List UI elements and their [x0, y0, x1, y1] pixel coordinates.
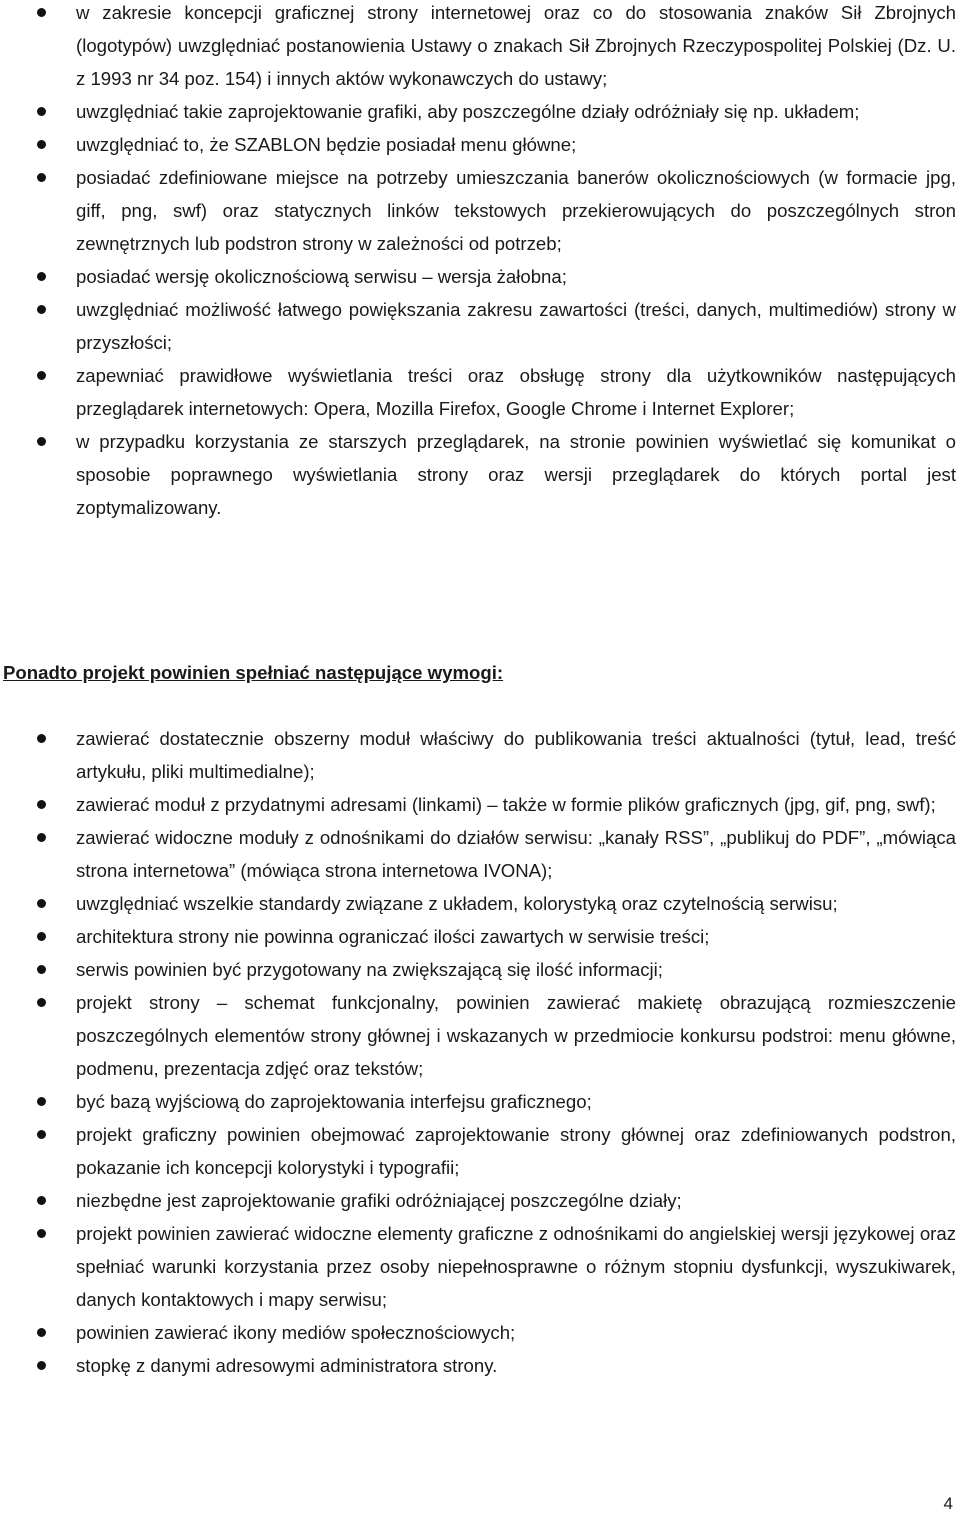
list-item: uwzględniać wszelkie standardy związane z układem, kolorystyką oraz czytelnością serwisu; — [0, 887, 960, 920]
list-item: architektura strony nie powinna ograniczać ilości zawartych w serwisie treści; — [0, 920, 960, 953]
list-item: uwzględniać możliwość łatwego powiększania zakresu zawartości (treści, danych, multimediów) strony w przyszłości; — [0, 293, 960, 359]
list-item: posiadać zdefiniowane miejsce na potrzeby umieszczania banerów okolicznościowych (w formacie jpg, giff, png, swf) oraz statycznych linków tekstowych przekierowujących do poszczególnych stron zewnętrznych lub podstron strony w zależności od potrzeb; — [0, 161, 960, 260]
list-item: uwzględniać to, że SZABLON będzie posiadał menu główne; — [0, 128, 960, 161]
requirements-list-2 — [0, 722, 960, 1382]
list-item: zapewniać prawidłowe wyświetlania treści oraz obsługę strony dla użytkowników następujących przeglądarek internetowych: Opera, Mozilla Firefox, Google Chrome i Internet Explorer; — [0, 359, 960, 425]
list-item: uwzględniać takie zaprojektowanie grafiki, aby poszczególne działy odróżniały się np. układem; — [0, 95, 960, 128]
requirements-list-1 — [0, 0, 960, 524]
list-item: niezbędne jest zaprojektowanie grafiki odróżniającej poszczególne działy; — [0, 1184, 960, 1217]
list-item: projekt powinien zawierać widoczne elementy graficzne z odnośnikami do angielskiej wersji językowej oraz spełniać warunki korzystania przez osoby niepełnosprawne o różnym stopniu dysfunkcji, wyszukiwarek, danych kontaktowych i mapy serwisu; — [0, 1217, 960, 1316]
section-heading: Ponadto projekt powinien spełniać następujące wymogi: — [3, 662, 504, 683]
list-item: posiadać wersję okolicznościową serwisu – wersja żałobna; — [0, 260, 960, 293]
list-item: projekt strony – schemat funkcjonalny, powinien zawierać makietę obrazującą rozmieszczenie poszczególnych elementów strony głównej i wskazanych w przedmiocie konkursu podstroi: menu główne, podmenu, prezentacja zdjęć oraz tekstów; — [0, 986, 960, 1085]
page-number: 4 — [943, 1494, 953, 1513]
list-item: powinien zawierać ikony mediów społecznościowych; — [0, 1316, 960, 1349]
list-item: stopkę z danymi adresowymi administratora strony. — [0, 1349, 960, 1382]
list-item: w przypadku korzystania ze starszych przeglądarek, na stronie powinien wyświetlać się komunikat o sposobie poprawnego wyświetlania strony oraz wersji przeglądarek do których portal jest zoptymalizowany. — [0, 425, 960, 524]
list-item: być bazą wyjściową do zaprojektowania interfejsu graficznego; — [0, 1085, 960, 1118]
list-item: zawierać dostatecznie obszerny moduł właściwy do publikowania treści aktualności (tytuł, lead, treść artykułu, pliki multimedialne); — [0, 722, 960, 788]
list-item: serwis powinien być przygotowany na zwiększającą się ilość informacji; — [0, 953, 960, 986]
list-item: zawierać widoczne moduły z odnośnikami do działów serwisu: „kanały RSS”, „publikuj do PDF”, „mówiąca strona internetowa” (mówiąca strona internetowa IVONA); — [0, 821, 960, 887]
list-item: projekt graficzny powinien obejmować zaprojektowanie strony głównej oraz zdefiniowanych podstron, pokazanie ich koncepcji kolorystyki i typografii; — [0, 1118, 960, 1184]
list-item: zawierać moduł z przydatnymi adresami (linkami) – także w formie plików graficznych (jpg, gif, png, swf); — [0, 788, 960, 821]
list-item: w zakresie koncepcji graficznej strony internetowej oraz co do stosowania znaków Sił Zbrojnych (logotypów) uwzględniać postanowienia Ustawy o znakach Sił Zbrojnych Rzeczypospolitej Polskiej (Dz. U. z 1993 nr 34 poz. 154) i innych aktów wykonawczych do ustawy; — [0, 0, 960, 95]
